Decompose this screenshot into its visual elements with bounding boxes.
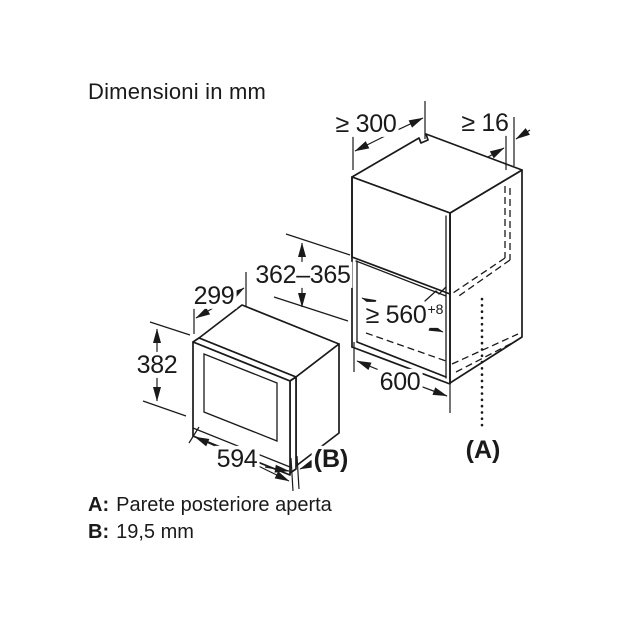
niche-width-tolerance: +8: [427, 300, 444, 317]
ref-label-a: (A): [465, 435, 501, 464]
dim-label-microwave-width: 594: [216, 444, 258, 473]
dim-label-niche-height: 362–365: [255, 260, 351, 289]
legend-text-a: Parete posteriore aperta: [116, 494, 332, 516]
dim-label-side-wall-thickness: ≥ 16: [461, 108, 509, 137]
dim-label-microwave-depth: 299: [193, 281, 235, 310]
legend-key-a: A:: [88, 494, 110, 516]
dim-label-cabinet-width: 600: [379, 367, 421, 396]
ref-label-b: (B): [313, 444, 349, 473]
legend-row-b: [88, 519, 332, 546]
legend-key-b: B:: [88, 521, 110, 543]
page-title: Dimensioni in mm: [88, 79, 267, 104]
legend-text-b: 19,5 mm: [116, 521, 194, 543]
legend: [88, 492, 332, 546]
dim-label-microwave-height: 382: [136, 350, 178, 379]
dim-label-cabinet-top-depth: ≥ 300: [335, 109, 397, 138]
dim-label-niche-width: ≥ $560^{+8}$: [365, 300, 444, 329]
legend-row-a: [88, 492, 332, 519]
